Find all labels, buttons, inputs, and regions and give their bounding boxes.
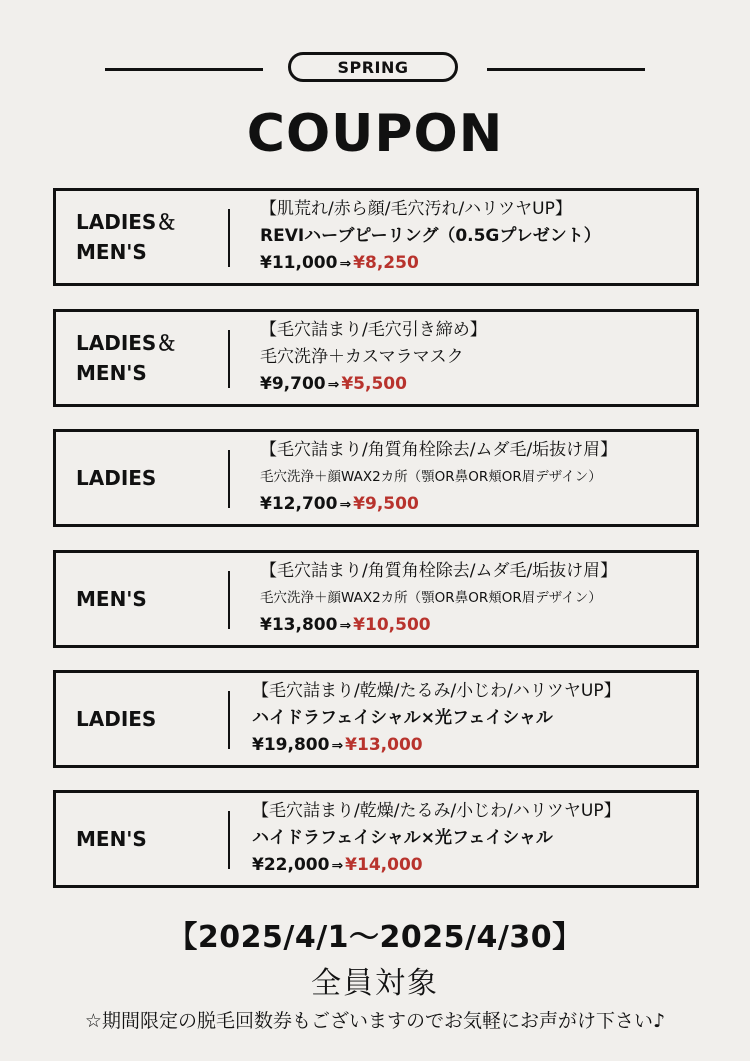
sale-price: ¥10,500	[353, 615, 431, 635]
coupon-card	[53, 309, 699, 407]
arrow-icon: ⇒	[331, 858, 344, 874]
coupon-price	[260, 371, 688, 399]
coupon-menu-name: ハイドラフェイシャル×光フェイシャル	[252, 708, 553, 728]
coupon-target: LADIES＆ MEN'S	[76, 210, 177, 264]
coupon-concern-tags: 【毛穴詰まり/乾燥/たるみ/小じわ/ハリツヤUP】	[252, 801, 621, 821]
sale-price: ¥14,000	[345, 855, 423, 875]
coupon-divider	[228, 450, 230, 508]
coupon-details	[260, 312, 688, 404]
coupon-price	[252, 852, 688, 880]
regular-price: ¥12,700	[260, 494, 338, 514]
regular-price: ¥22,000	[252, 855, 330, 875]
arrow-icon: ⇒	[327, 377, 340, 393]
coupon-concern-tags: 【毛穴詰まり/角質角栓除去/ムダ毛/垢抜け眉】	[260, 561, 618, 581]
header-rule-right	[487, 68, 645, 71]
coupon-concern-tags: 【肌荒れ/赤ら顔/毛穴汚れ/ハリツヤUP】	[260, 199, 572, 219]
regular-price: ¥13,800	[260, 615, 338, 635]
coupon-menu-name: 毛穴洗浄＋カスマラマスク	[260, 347, 464, 367]
coupon-divider	[228, 209, 230, 267]
coupon-divider	[228, 691, 230, 749]
coupon-divider	[228, 330, 230, 388]
arrow-icon: ⇒	[339, 618, 352, 634]
arrow-icon: ⇒	[331, 738, 344, 754]
coupon-divider	[228, 811, 230, 869]
coupon-concern-tags: 【毛穴詰まり/毛穴引き締め】	[260, 320, 487, 340]
arrow-icon: ⇒	[339, 256, 352, 272]
eligibility-label: 全員対象	[311, 966, 439, 1001]
season-badge	[288, 52, 458, 82]
coupon-price	[260, 250, 688, 278]
coupon-details	[260, 553, 688, 645]
coupon-price	[260, 612, 688, 640]
sale-price: ¥13,000	[345, 735, 423, 755]
regular-price: ¥9,700	[260, 374, 326, 394]
coupon-details	[260, 432, 688, 524]
coupon-target: LADIES	[76, 466, 157, 490]
coupon-concern-tags: 【毛穴詰まり/乾燥/たるみ/小じわ/ハリツヤUP】	[252, 681, 621, 701]
coupon-menu-name: ハイドラフェイシャル×光フェイシャル	[252, 828, 553, 848]
coupon-price	[260, 491, 688, 519]
coupon-concern-tags: 【毛穴詰まり/角質角栓除去/ムダ毛/垢抜け眉】	[260, 440, 618, 460]
coupon-menu-name: 毛穴洗浄＋顔WAX2カ所（顎OR鼻OR頬OR眉デザイン）	[260, 590, 602, 606]
coupon-details	[260, 191, 688, 283]
campaign-period: 【2025/4/1～2025/4/30】	[167, 920, 583, 955]
coupon-card	[53, 429, 699, 527]
season-label: SPRING	[337, 57, 409, 77]
coupon-card	[53, 670, 699, 768]
coupon-menu-name: REVIハーブピーリング（0.5Gプレゼント）	[260, 226, 601, 246]
coupon-price	[252, 732, 688, 760]
coupon-target: LADIES	[76, 707, 157, 731]
coupon-card	[53, 790, 699, 888]
header-rule-left	[105, 68, 263, 71]
arrow-icon: ⇒	[339, 497, 352, 513]
sale-price: ¥5,500	[341, 374, 407, 394]
regular-price: ¥19,800	[252, 735, 330, 755]
coupon-details	[252, 673, 688, 765]
page-title: COUPON	[246, 104, 504, 164]
coupon-menu-name: 毛穴洗浄＋顔WAX2カ所（顎OR鼻OR頬OR眉デザイン）	[260, 469, 602, 485]
coupon-details	[252, 793, 688, 885]
coupon-card	[53, 188, 699, 286]
footer-note: ☆期間限定の脱毛回数券もございますのでお気軽にお声がけ下さい♪	[84, 1010, 666, 1032]
coupon-target: LADIES＆ MEN'S	[76, 331, 177, 385]
coupon-card	[53, 550, 699, 648]
regular-price: ¥11,000	[260, 253, 338, 273]
sale-price: ¥8,250	[353, 253, 419, 273]
coupon-target: MEN'S	[76, 827, 147, 851]
sale-price: ¥9,500	[353, 494, 419, 514]
coupon-target: MEN'S	[76, 587, 147, 611]
coupon-divider	[228, 571, 230, 629]
